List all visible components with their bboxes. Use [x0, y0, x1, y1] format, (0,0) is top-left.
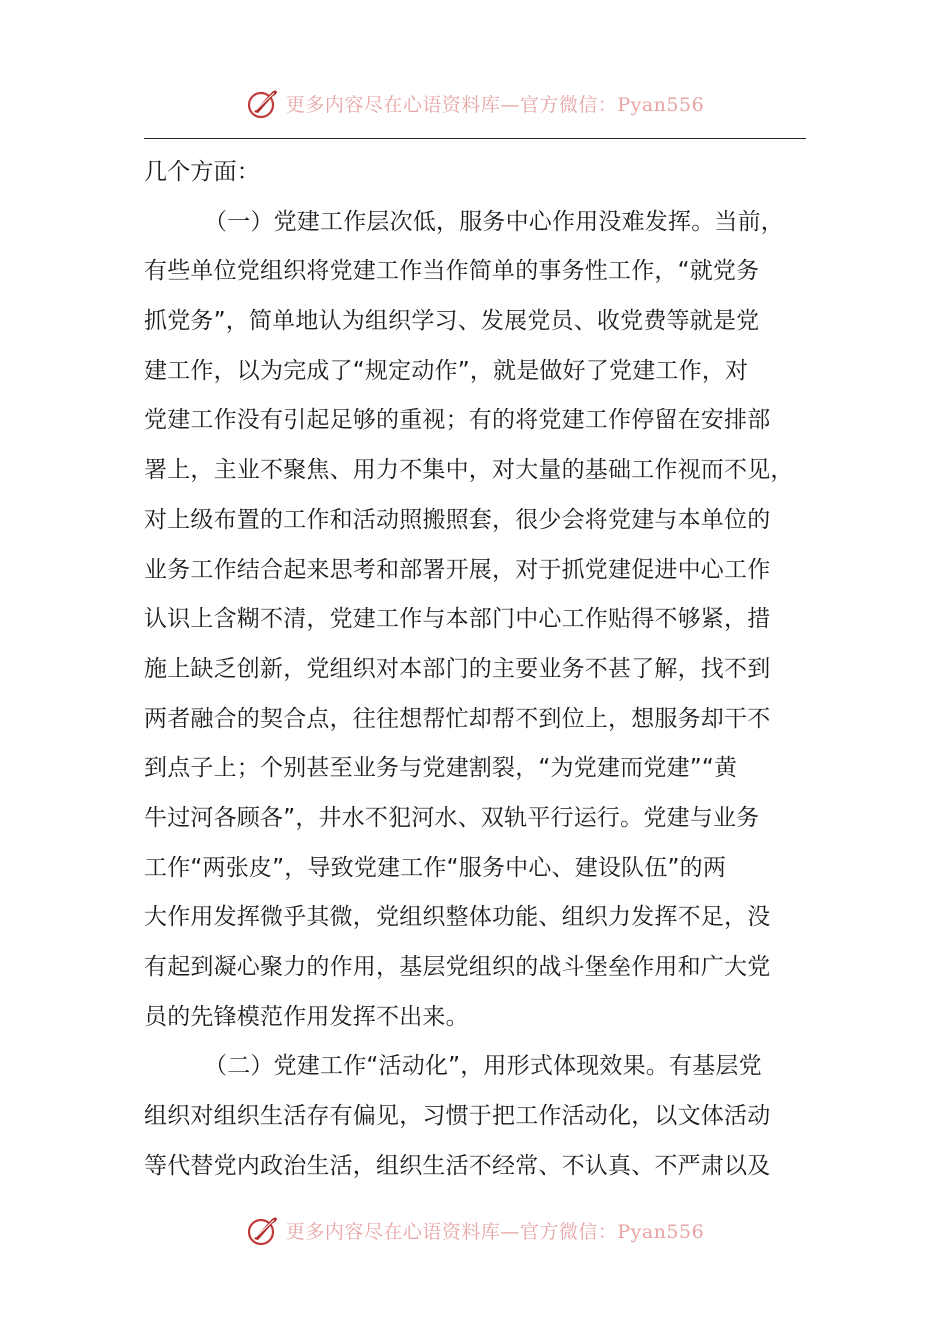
page-footer: [0, 1210, 950, 1250]
footer-brand: [246, 1213, 704, 1247]
header-brand-text: 更多内容尽在心语资料库—官方微信：Pyan556: [285, 93, 705, 116]
document-body: [144, 148, 806, 1191]
text-line-15: 工作“两张皮”，导致党建工作“服务中心、建设队伍”的两: [144, 854, 727, 881]
text-line-14: 牛过河各顾各”，井水不犯河水、双轨平行运行。党建与业务: [144, 804, 760, 831]
text-line-9: 业务工作结合起来思考和部署开展，对于抓党建促进中心工作: [144, 556, 771, 583]
text-line-12: 两者融合的契合点，往往想帮忙却帮不到位上，想服务却干不: [144, 705, 771, 732]
text-line-1: 几个方面：: [144, 159, 260, 185]
quill-logo-icon: [246, 1213, 280, 1247]
text-line-3: 有些单位党组织将党建工作当作简单的事务性工作，“就党务: [144, 258, 760, 285]
text-line-13: 到点子上；个别甚至业务与党建割裂，“为党建而党建”“黄: [144, 755, 738, 782]
text-line-21: 等代替党内政治生活，组织生活不经常、不认真、不严肃以及: [144, 1152, 771, 1179]
text-line-6: 党建工作没有引起足够的重视；有的将党建工作停留在安排部: [144, 407, 771, 434]
text-line-10: 认识上含糊不清，党建工作与本部门中心工作贴得不够紧，措: [144, 606, 771, 633]
text-line-19: （二）党建工作“活动化”，用形式体现效果。有基层党: [204, 1053, 762, 1080]
header-divider: [144, 138, 806, 139]
text-line-20: 组织对组织生活存有偏见，习惯于把工作活动化，以文体活动: [144, 1103, 771, 1130]
text-line-7: 署上，主业不聚焦、用力不集中，对大量的基础工作视而不见，: [144, 457, 794, 484]
text-line-17: 有起到凝心聚力的作用，基层党组织的战斗堡垒作用和广大党: [144, 954, 771, 980]
text-line-11: 施上缺乏创新，党组织对本部门的主要业务不甚了解，找不到: [144, 655, 771, 682]
quill-logo-icon: [246, 86, 280, 120]
header-brand: [246, 86, 704, 120]
text-line-8: 对上级布置的工作和活动照搬照套，很少会将党建与本单位的: [144, 506, 771, 533]
text-line-18: 员的先锋模范作用发挥不出来。: [144, 1003, 469, 1030]
text-line-16: 大作用发挥微乎其微，党组织整体功能、组织力发挥不足，没: [144, 904, 771, 931]
text-line-5: 建工作，以为完成了“规定动作”，就是做好了党建工作，对: [144, 357, 749, 384]
text-line-4: 抓党务”，简单地认为组织学习、发展党员、收党费等就是党: [144, 308, 760, 335]
text-line-2: （一）党建工作层次低，服务中心作用没难发挥。当前，: [204, 208, 784, 235]
footer-brand-text: 更多内容尽在心语资料库—官方微信：Pyan556: [285, 1220, 705, 1243]
page-header: [0, 83, 950, 123]
